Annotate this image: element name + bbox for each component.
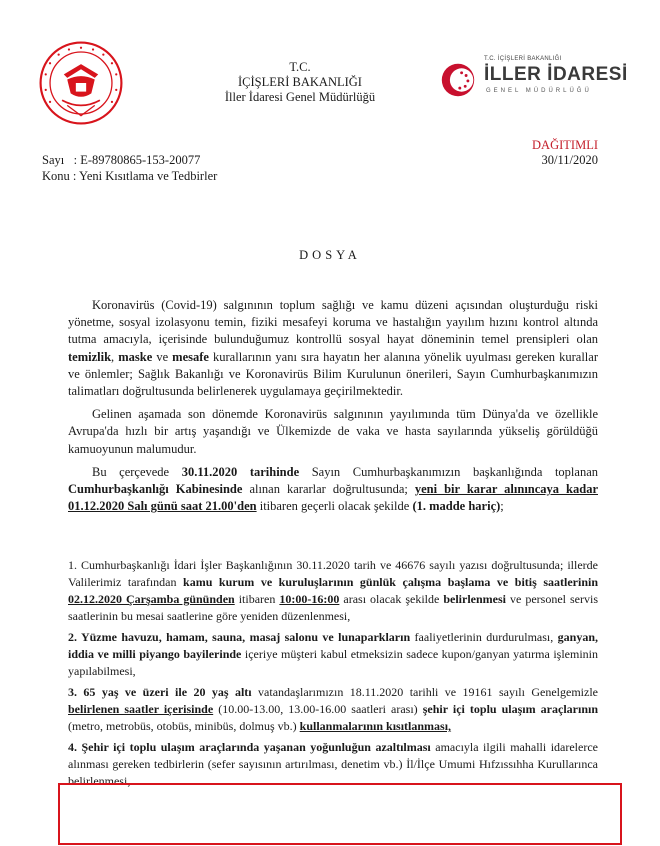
iller-idaresi-logo (440, 50, 628, 100)
star-crescent-logo-icon (440, 62, 476, 98)
sayi-row: Sayı : E-89780865-153-20077 (42, 153, 201, 167)
logo-name-text: İLLER İDARESİ (484, 64, 628, 85)
paragraph-1: Koronavirüs (Covid-19) salgınının toplum sağlığı ve kamu düzeni açısından oluşturduğu riski yönetme, sosyal izolasyonu temin, fiziki mesafeyi koruma ve hastalığın yayılım hızını kontrol altında tutma amacıyla, içerisinde bulunduğumuz kontrollü sosyal hayat döneminin temel prensipleri olan temizlik, maske ve mesafe kurallarının yanı sıra hayatın her alanına yönelik uyulması gereken kurallar ve önlemler; Sağlık Bakanlığı ve Koronavirüs Bilim Kurulunun önerileri, Sayın Cumhurbaşkanımızın talimatları doğrultusunda belirlenerek uygulamaya geçirilmektedir. (68, 298, 598, 399)
ministry-line-directorate: İller İdaresi Genel Müdürlüğü (224, 90, 376, 104)
document-meta (42, 152, 217, 184)
document-body (68, 297, 598, 521)
paragraph-3: Bu çerçevede 30.11.2020 tarihinde Sayın Cumhurbaşkanımızın başkanlığında toplanan Cumhurbaşkanlığı Kabinesinde alınan kararlar doğrultusunda; yeni bir karar alınıncaya kadar 01.12.2020 Salı günü saat 21.00'den itibaren geçerli olacak şekilde (1. madde hariç); (68, 464, 598, 514)
ministry-line-tc: T.C. (289, 60, 311, 74)
distribution-label: DAĞITIMLI (532, 138, 598, 152)
ministry-header (200, 60, 400, 105)
measures-list (68, 557, 598, 794)
ministry-seal-icon (38, 40, 124, 126)
distribution-block (532, 138, 598, 168)
document-title: DOSYA (299, 248, 361, 262)
sayi-value: E-89780865-153-20077 (80, 153, 201, 167)
list-item-3: 3. 65 yaş ve üzeri ile 20 yaş altı vatandaşlarımızın 18.11.2020 tarihli ve 19161 sayılı Genelgemizle belirlenen saatler içerisinde (10.00-13.00, 13.00-16.00 saatleri arası) şehir içi toplu ulaşım araçlarının (metro, metrobüs, otobüs, minibüs, dolmuş vb.) kullanmalarının kısıtlanması, (68, 685, 599, 733)
list-item-4: 4. Şehir içi toplu ulaşım araçlarında yaşanan yoğunluğun azaltılması amacıyla ilgili mahalli idarelerce alınması gereken tedbirlerin (sefer sayısının artırılması, denetim vb.) İl/İlçe Umumi Hıfzıssıhha Kurullarınca belirlenmesi, (68, 740, 598, 788)
logo-top-text: T.C. İÇİŞLERİ BAKANLIĞI (484, 56, 562, 62)
document-date: 30/11/2020 (541, 153, 598, 167)
sayi-label: Sayı (42, 153, 65, 167)
ministry-line-name: İÇİŞLERİ BAKANLIĞI (238, 75, 362, 89)
konu-value: Yeni Kısıtlama ve Tedbirler (79, 169, 218, 183)
paragraph-2: Gelinen aşamada son dönemde Koronavirüs salgınının yayılımında tüm Dünya'da ve özellikle Avrupa'da hızlı bir artış yaşandığı ve Ülkemizde de vaka ve hasta sayılarında yükseliş görüldüğü kamuoyunun malumudur. (68, 407, 598, 456)
konu-row: Konu : Yeni Kısıtlama ve Tedbirler (42, 169, 218, 183)
logo-sub-text: GENEL MÜDÜRLÜĞÜ (486, 88, 592, 94)
list-item-2: 2. Yüzme havuzu, hamam, sauna, masaj salonu ve lunaparkların faaliyetlerinin durdurulması, ganyan, iddia ve milli piyango bayilerinde içeriye müşteri kabul etmeksizin sadece kupon/ganyan yatırma işleminin yapılabilmesi, (68, 630, 599, 678)
konu-label: Konu (42, 169, 70, 183)
highlight-box (58, 783, 622, 845)
list-item-1: 1. Cumhurbaşkanlığı İdari İşler Başkanlığının 30.11.2020 tarih ve 46676 sayılı yazısı doğrultusunda; illerde Valilerimiz tarafından kamu kurum ve kuruluşlarının günlük çalışma başlama ve bitiş saatlerinin 02.12.2020 Çarşamba gününden itibaren 10:00-16:00 arası olacak şekilde belirlenmesi ve personel servis saatlerinin bu mesai saatlerine göre yeniden düzenlenmesi, (68, 558, 598, 623)
